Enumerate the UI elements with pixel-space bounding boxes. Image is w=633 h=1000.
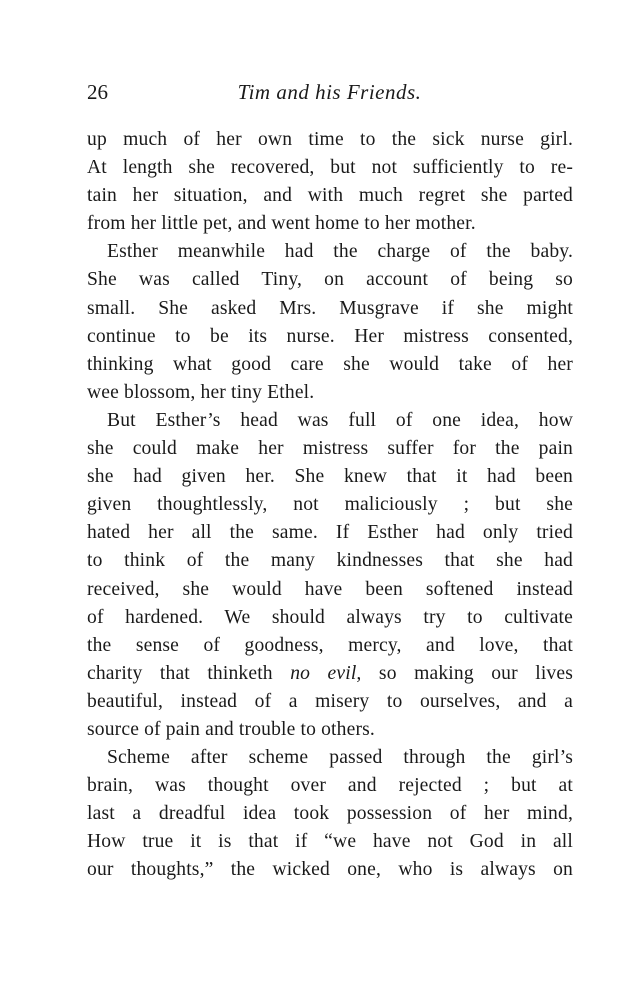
text-line: thinking what good care she would take of her — [87, 353, 573, 375]
text-line: she could make her mistress suffer for the pain — [87, 438, 573, 460]
text-line — [87, 660, 573, 688]
text-line: But Esther’s head was full of one idea, how — [107, 409, 573, 431]
text-line: continue to be its nurse. Her mistress consented, — [87, 325, 573, 347]
text-segment: so making our lives — [361, 662, 573, 684]
running-title: Tim and his Friends. — [237, 80, 422, 104]
text-line: How true it is that if “we have not God in all — [87, 831, 573, 853]
text-line: At length she recovered, but not sufficiently to re- — [87, 157, 573, 179]
text-line: of hardened. We should always try to cultivate — [87, 606, 573, 628]
text-line: tain her situation, and with much regret she parted — [87, 185, 573, 207]
text-line: to think of the many kindnesses that she had — [87, 550, 573, 572]
text-line: brain, was thought over and rejected ; but at — [87, 775, 573, 797]
text-line: wee blossom, her tiny Ethel. — [87, 381, 315, 403]
italic-phrase: no evil, — [290, 662, 362, 684]
text-line: she had given her. She knew that it had been — [87, 466, 573, 488]
text-line: the sense of goodness, mercy, and love, that — [87, 634, 573, 656]
text-line: Esther meanwhile had the charge of the baby. — [107, 241, 573, 263]
text-line: last a dreadful idea took possession of her mind, — [87, 803, 573, 825]
text-line: from her little pet, and went home to her mother. — [87, 213, 476, 235]
running-header — [87, 80, 572, 110]
text-line: source of pain and trouble to others. — [87, 718, 375, 740]
text-line: our thoughts,” the wicked one, who is always on — [87, 859, 573, 881]
text-line: small. She asked Mrs. Musgrave if she might — [87, 297, 573, 319]
page-body-text — [87, 126, 573, 885]
text-line: hated her all the same. If Esther had only tried — [87, 522, 573, 544]
page-number: 26 — [87, 80, 108, 104]
text-line: beautiful, instead of a misery to ourselves, and a — [87, 690, 573, 712]
text-line: up much of her own time to the sick nurse girl. — [87, 129, 573, 150]
text-line: She was called Tiny, on account of being so — [87, 269, 573, 291]
text-segment: charity that thinketh — [87, 662, 291, 684]
text-line: Scheme after scheme passed through the girl’s — [107, 747, 573, 769]
text-line: received, she would have been softened instead — [87, 578, 573, 600]
text-line: given thoughtlessly, not maliciously ; but she — [87, 494, 573, 516]
